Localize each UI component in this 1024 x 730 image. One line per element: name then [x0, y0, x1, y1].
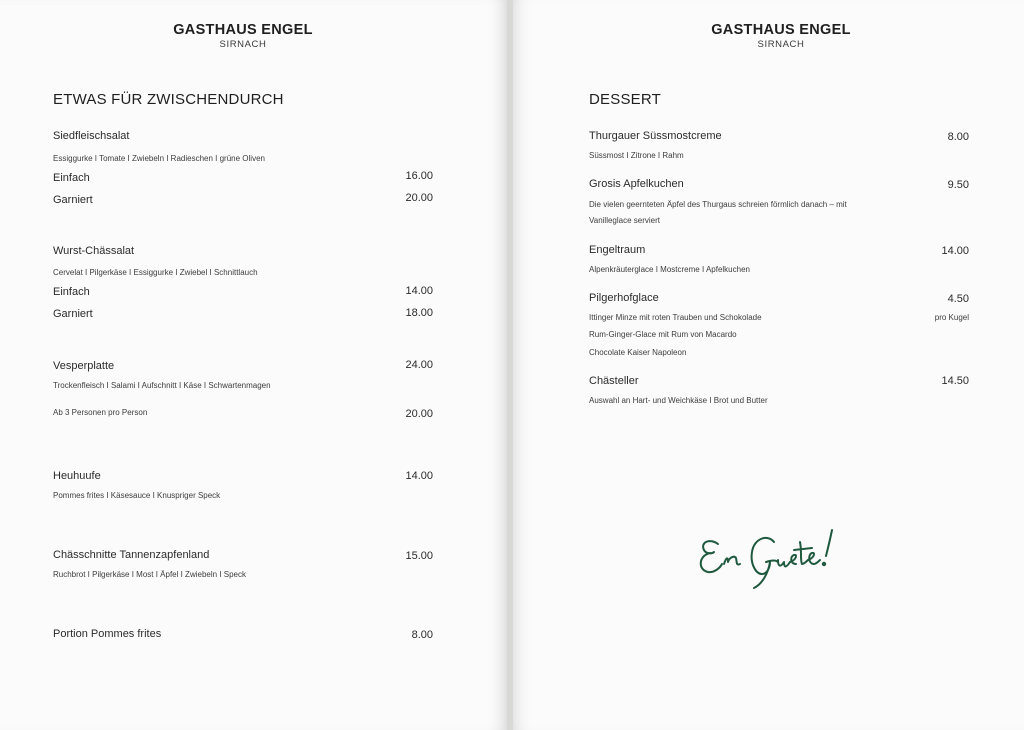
right-header — [689, 22, 873, 50]
item-name: Portion Pommes frites — [53, 628, 162, 640]
section-title-snacks: ETWAS FÜR ZWISCHENDURCH — [53, 91, 284, 108]
item-description: Auswahl an Hart- und Weichkäse I Brot und Butter — [589, 396, 768, 405]
item-description: Die vielen geernteten Äpfel des Thurgaus schreien förmlich danach – mit — [589, 200, 847, 209]
item-description: Trockenfleisch I Salami I Aufschnitt I Käse I Schwartenmagen — [53, 381, 271, 390]
item-description: Cervelat I Pilgerkäse I Essiggurke I Zwiebel I Schnittlauch — [53, 268, 258, 277]
item-price: 15.00 — [405, 550, 433, 562]
option-price: 18.00 — [405, 307, 433, 319]
item-extra-label: Ab 3 Personen pro Person — [53, 408, 148, 417]
item-name: Heuhuufe — [53, 470, 101, 482]
option-label: Einfach — [53, 286, 90, 298]
item-name: Siedfleischsalat — [53, 130, 130, 142]
item-price: 14.50 — [941, 375, 969, 387]
item-price: 9.50 — [947, 179, 969, 191]
item-description-line2: Vanilleglace serviert — [589, 216, 660, 225]
option-label: Garniert — [53, 194, 93, 206]
item-price: 24.00 — [405, 359, 433, 371]
item-price: 4.50 — [947, 293, 969, 305]
item-name: Grosis Apfelkuchen — [589, 178, 684, 190]
right-page — [513, 0, 1024, 730]
left-page — [0, 0, 507, 730]
item-description-line3: Chocolate Kaiser Napoleon — [589, 348, 687, 357]
item-name: Thurgauer Süssmostcreme — [589, 130, 722, 142]
option-price: 14.00 — [405, 285, 433, 297]
left-header — [150, 22, 336, 50]
item-description: Ruchbrot I Pilgerkäse I Most I Äpfel I Zwiebeln I Speck — [53, 570, 246, 579]
item-description: Essiggurke I Tomate I Zwiebeln I Radieschen I grüne Oliven — [53, 154, 265, 163]
item-description-line2: Rum-Ginger-Glace mit Rum von Macardo — [589, 330, 737, 339]
item-description: Süssmost I Zitrone I Rahm — [589, 151, 684, 160]
item-description: Alpenkräuterglace I Mostcreme I Apfelkuchen — [589, 265, 750, 274]
option-price: 20.00 — [405, 192, 433, 204]
restaurant-location: SIRNACH — [219, 39, 267, 50]
item-name: Engeltraum — [589, 244, 646, 256]
item-price: 14.00 — [405, 470, 433, 482]
option-label: Einfach — [53, 172, 90, 184]
item-unit: pro Kugel — [934, 313, 969, 322]
item-price: 8.00 — [947, 131, 969, 143]
item-price: 14.00 — [941, 245, 969, 257]
section-title-dessert: DESSERT — [589, 91, 661, 108]
signature-en-guete — [696, 522, 856, 592]
item-name: Pilgerhofglace — [589, 292, 659, 304]
option-price: 16.00 — [405, 170, 433, 182]
restaurant-location: SIRNACH — [757, 39, 805, 50]
item-extra-price: 20.00 — [405, 408, 433, 420]
item-description: Pommes frites I Käsesauce I Knuspriger Speck — [53, 491, 221, 500]
option-label: Garniert — [53, 308, 93, 320]
item-name: Wurst-Chässalat — [53, 245, 135, 257]
restaurant-name: GASTHAUS ENGEL — [173, 22, 313, 38]
signature-strokes — [701, 530, 832, 588]
item-name: Chästeller — [589, 375, 639, 387]
item-price: 8.00 — [411, 629, 433, 641]
item-description: Ittinger Minze mit roten Trauben und Schokolade — [589, 313, 762, 322]
item-name: Chässchnitte Tannenzapfenland — [53, 549, 210, 561]
restaurant-name: GASTHAUS ENGEL — [711, 22, 851, 38]
item-name: Vesperplatte — [53, 360, 115, 372]
